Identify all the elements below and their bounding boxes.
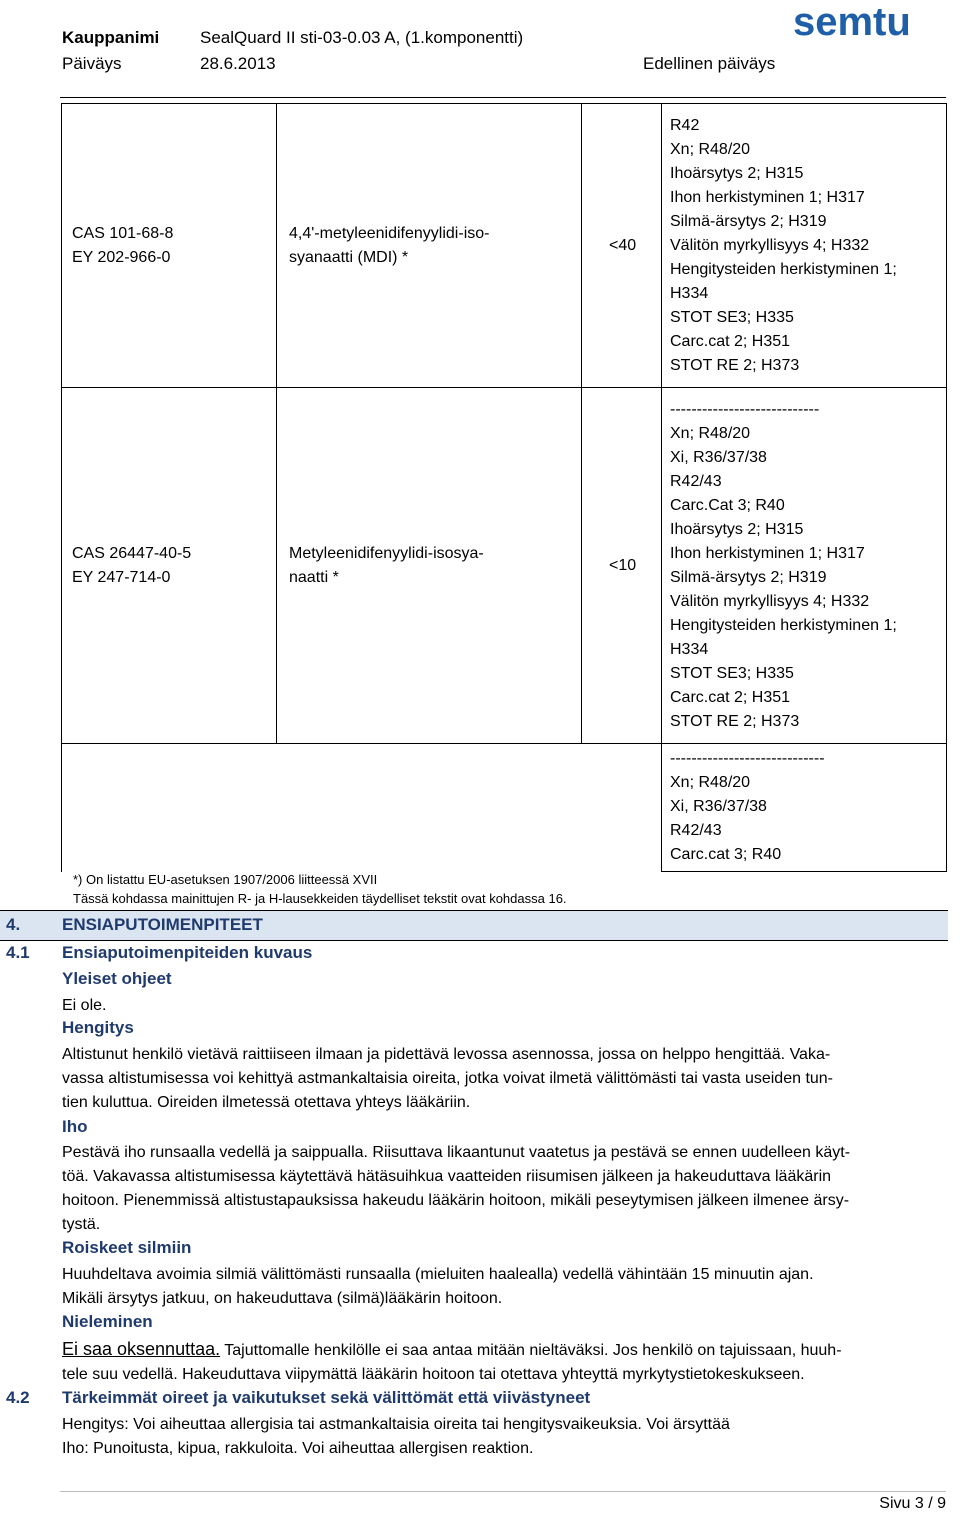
- inhalation-line: vassa altistumisessa voi kehittyä astmankaltaisia oireita, jotka voivat ilmetä välittömästi tai vasta useiden tun-: [62, 1070, 834, 1087]
- skin-text: [62, 1141, 940, 1237]
- cas-number: CAS 26447-40-5: [72, 544, 192, 562]
- hazard-line: ----------------------------: [670, 400, 820, 418]
- eyes-line: Mikäli ärsytys jatkuu, on hakeuduttava (silmä)lääkärin hoitoon.: [62, 1290, 503, 1307]
- substance-name-line: naatti *: [289, 568, 339, 586]
- hazard-line: STOT RE 2; H373: [670, 712, 800, 730]
- skin-line: Pestävä iho runsaalla vedellä ja saippualla. Riisuttava likaantunut vaatetus ja pestävä se ennen uudelleen käyt-: [62, 1144, 851, 1161]
- substance-name-cell: [277, 104, 582, 388]
- hazard-line: R42/43: [670, 822, 722, 839]
- substance-name-line: Metyleenidifenyylidi-isosya-: [289, 544, 484, 562]
- concentration-cell: <10: [582, 388, 662, 744]
- inhalation-line: tien kuluttua. Oireiden ilmetessä otettava yhteys lääkäriin.: [62, 1094, 471, 1111]
- eyes-heading: Roiskeet silmiin: [62, 1238, 192, 1257]
- cas-cell: [62, 388, 277, 744]
- hazard-line: H334: [670, 284, 709, 302]
- hazard-cell: [662, 744, 947, 872]
- hazard-line: R42/43: [670, 472, 722, 490]
- hazard-line: Silmä-ärsytys 2; H319: [670, 212, 827, 230]
- concentration-cell: <40: [582, 104, 662, 388]
- ingestion-line: Tajuttomalle henkilölle ei saa antaa mitään nieltäväksi. Jos henkilö on tajuissaan, huuh-: [220, 1342, 842, 1359]
- hazard-line: Carc.cat 3; R40: [670, 846, 782, 863]
- hazard-line: STOT SE3; H335: [670, 664, 794, 682]
- hazard-line: Hengitysteiden herkistyminen 1;: [670, 260, 897, 278]
- hazard-line: Xn; R48/20: [670, 774, 751, 791]
- ingestion-line: tele suu vedellä. Hakeuduttava viipymättä lääkärin hoitoon tai otettava yhteyttä myrkytystietokeskukseen.: [62, 1366, 805, 1383]
- previous-date-label: Edellinen päiväys: [643, 54, 776, 73]
- footnote-annex: *) On listattu EU-asetuksen 1907/2006 liitteessä XVII: [73, 872, 378, 887]
- hazard-line: Välitön myrkyllisyys 4; H332: [670, 236, 870, 254]
- section-4-title: ENSIAPUTOIMENPITEET: [62, 915, 263, 934]
- hazard-line: Ihon herkistyminen 1; H317: [670, 188, 865, 206]
- hazard-line: STOT SE3; H335: [670, 308, 794, 326]
- date-value: 28.6.2013: [200, 54, 276, 73]
- header-rule: [60, 97, 946, 98]
- footnote-full-texts: Tässä kohdassa mainittujen R- ja H-lausekkeiden täydelliset tekstit ovat kohdassa 16.: [73, 891, 567, 906]
- table-row: [62, 744, 947, 872]
- hazard-line: Välitön myrkyllisyys 4; H332: [670, 592, 870, 610]
- hazard-line: STOT RE 2; H373: [670, 356, 800, 374]
- skin-line: töä. Vakavassa altistumisessa käytettävä hätäsuihkua vaatteiden riisumisen jälkeen ja hakeuduttava lääkärin: [62, 1168, 832, 1185]
- hazard-line: Xn; R48/20: [670, 424, 751, 442]
- cas-cell: [62, 104, 277, 388]
- inhalation-line: Altistunut henkilö vietävä raittiiseen ilmaan ja pidettävä levossa asennossa, jossa on helppo hengittää. Vaka-: [62, 1046, 831, 1063]
- table-row: [62, 388, 947, 744]
- semtu-logo: semtu: [793, 0, 911, 44]
- hazard-line: Ihon herkistyminen 1; H317: [670, 544, 865, 562]
- date-label: Päiväys: [62, 54, 122, 73]
- ingestion-heading: Nieleminen: [62, 1312, 153, 1331]
- skin-line: hoitoon. Pienemmissä altistustapauksissa hakeudu lääkärin hoitoon, mikäli peseytymisen jälkeen ilmenee ärsy-: [62, 1192, 850, 1209]
- skin-heading: Iho: [62, 1117, 88, 1136]
- no-vomit-warning: Ei saa oksennuttaa.: [62, 1339, 221, 1359]
- hazard-line: Carc.Cat 3; R40: [670, 496, 785, 514]
- hazard-line: Xi, R36/37/38: [670, 798, 767, 815]
- eyes-line: Huuhdeltava avoimia silmiä välittömästi runsaalla (mieluiten haalealla) vedellä vähintään 15 minuutin ajan.: [62, 1266, 814, 1283]
- section-4-banner: [0, 910, 948, 941]
- hazard-line: Xi, R36/37/38: [670, 448, 767, 466]
- hazard-line: Carc.cat 2; H351: [670, 332, 791, 350]
- ingestion-text: [62, 1337, 940, 1387]
- substance-name-line: syanaatti (MDI) *: [289, 248, 409, 266]
- cas-number: CAS 101-68-8: [72, 224, 174, 242]
- trade-name-value: SealQuard II sti-03-0.03 A, (1.komponentti): [200, 28, 524, 47]
- hazard-line: -----------------------------: [670, 750, 825, 767]
- ey-number: EY 202-966-0: [72, 248, 171, 266]
- hazard-line: H334: [670, 640, 709, 658]
- section-4-number: 4.: [6, 915, 21, 934]
- hazard-line: Carc.cat 2; H351: [670, 688, 791, 706]
- empty-cell: [62, 744, 662, 872]
- hazard-line: Hengitysteiden herkistyminen 1;: [670, 616, 897, 634]
- section-4-2-title: Tärkeimmät oireet ja vaikutukset sekä välittömät että viivästyneet: [62, 1388, 591, 1407]
- substance-name-cell: [277, 388, 582, 744]
- hazard-line: Ihoärsytys 2; H315: [670, 520, 804, 538]
- components-table: [61, 103, 947, 872]
- symptoms-text: [62, 1413, 940, 1461]
- symptoms-line: Iho: Punoitusta, kipua, rakkuloita. Voi aiheuttaa allergisen reaktion.: [62, 1440, 534, 1457]
- general-text: Ei ole.: [62, 997, 107, 1014]
- hazard-cell: [662, 104, 947, 388]
- inhalation-text: [62, 1043, 940, 1115]
- eyes-text: [62, 1263, 940, 1311]
- hazard-line: R42: [670, 116, 700, 134]
- symptoms-line: Hengitys: Voi aiheuttaa allergisia tai astmankaltaisia oireita tai hengitysvaikeuksia. Voi ärsyttää: [62, 1416, 730, 1433]
- general-heading: Yleiset ohjeet: [62, 969, 172, 988]
- section-4-1-number: 4.1: [6, 943, 30, 962]
- hazard-line: Silmä-ärsytys 2; H319: [670, 568, 827, 586]
- skin-line: tystä.: [62, 1216, 101, 1233]
- inhalation-heading: Hengitys: [62, 1018, 134, 1037]
- trade-name-label: Kauppanimi: [62, 28, 160, 47]
- hazard-cell: [662, 388, 947, 744]
- hazard-line: Ihoärsytys 2; H315: [670, 164, 804, 182]
- footer-rule: [60, 1491, 946, 1492]
- page-number: Sivu 3 / 9: [879, 1495, 946, 1512]
- substance-name-line: 4,4'-metyleenidifenyylidi-iso-: [289, 224, 490, 242]
- ey-number: EY 247-714-0: [72, 568, 171, 586]
- section-4-1-title: Ensiaputoimenpiteiden kuvaus: [62, 943, 313, 962]
- table-row: [62, 104, 947, 388]
- hazard-line: Xn; R48/20: [670, 140, 751, 158]
- section-4-2-number: 4.2: [6, 1388, 30, 1407]
